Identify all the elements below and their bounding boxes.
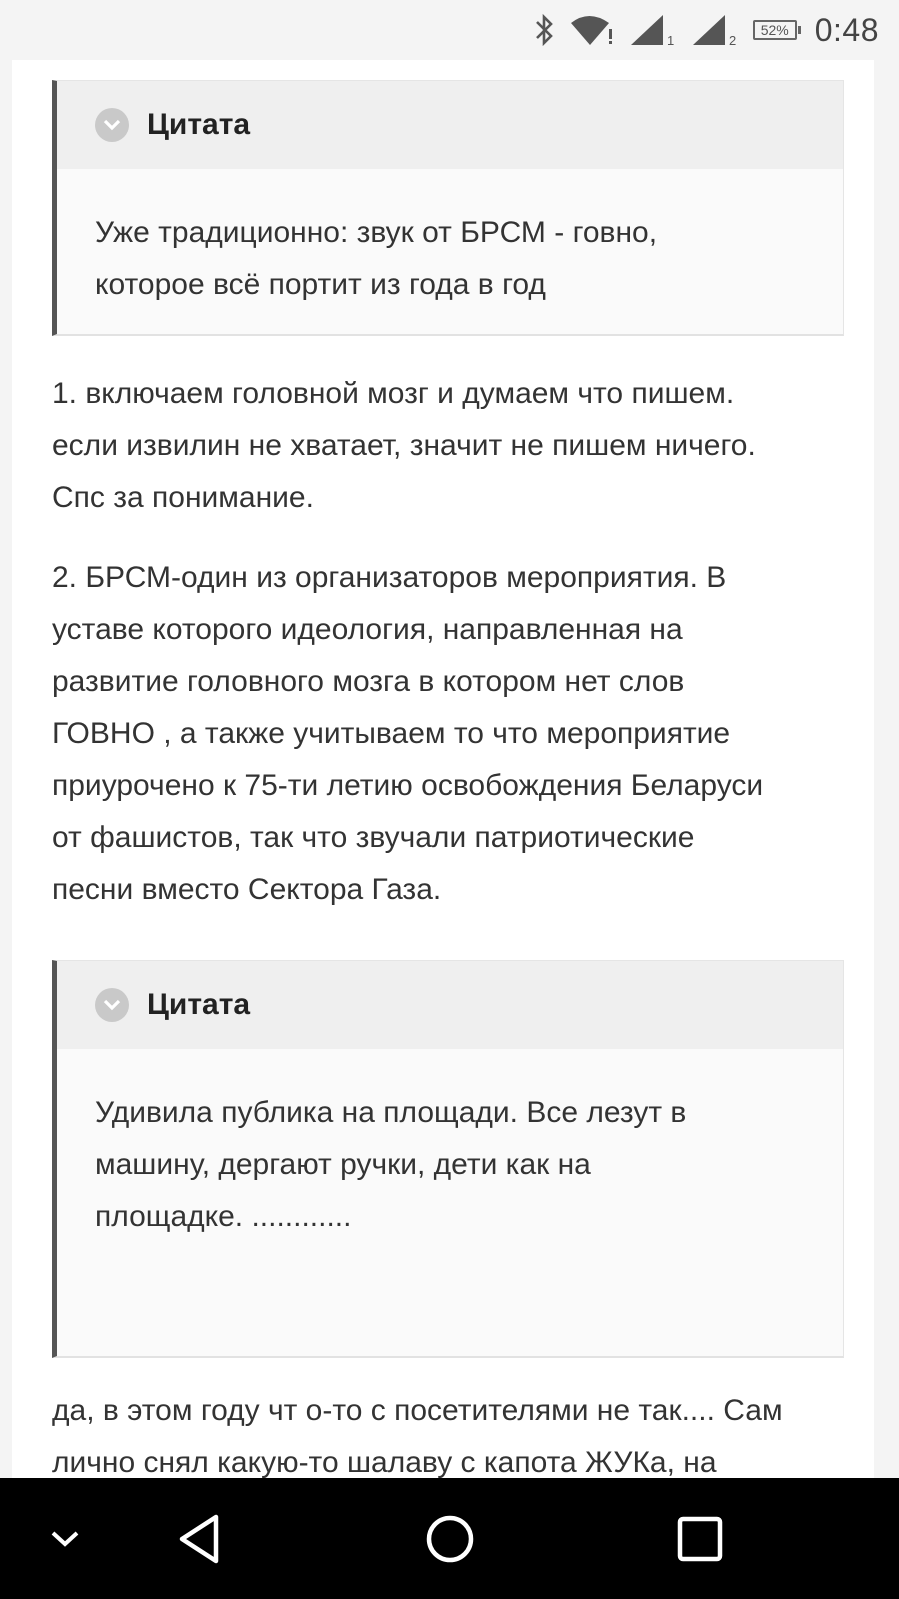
paragraph-line: 2. БРСМ-один из организаторов мероприятия. В [52, 561, 727, 594]
chevron-down-icon[interactable] [95, 988, 129, 1022]
status-bar [0, 0, 899, 60]
sim1-label: 1 [666, 33, 674, 47]
quote-block [52, 960, 844, 1358]
quote-line: площадке. ............ [95, 1200, 352, 1233]
quote-line: машину, дергают ручки, дети как на [95, 1148, 591, 1181]
quote-header[interactable] [57, 961, 843, 1049]
wifi-icon [569, 13, 615, 47]
chevron-down-icon[interactable] [40, 1478, 90, 1599]
quote-line: Удивила публика на площади. Все лезут в [95, 1096, 687, 1129]
quote-line: Уже традиционно: звук от БРСМ - говно, [95, 216, 658, 249]
quote-text [57, 1049, 843, 1243]
paragraph [52, 552, 852, 916]
signal-sim1-icon [629, 13, 677, 47]
battery-level: 52% [753, 20, 797, 40]
quote-header[interactable] [57, 81, 843, 169]
navigation-bar [0, 1478, 899, 1599]
post-body [12, 60, 874, 1478]
bluetooth-icon [533, 13, 555, 47]
quote-title: Цитата [147, 988, 251, 1021]
paragraph-line: если извилин не хватает, значит не пишем ничего. [52, 429, 756, 462]
paragraph-line: лично снял какую-то шалаву с капота ЖУКа, на [52, 1446, 717, 1478]
paragraph [52, 368, 852, 524]
paragraph-line: 1. включаем головной мозг и думаем что пишем. [52, 377, 735, 410]
paragraph-line: уставе которого идеология, направленная на [52, 613, 683, 646]
back-icon[interactable] [170, 1478, 230, 1599]
quote-title: Цитата [147, 108, 251, 141]
recents-icon[interactable] [670, 1478, 730, 1599]
paragraph-line: песни вместо Сектора Газа. [52, 873, 442, 906]
signal-sim2-icon [691, 13, 739, 47]
paragraph [52, 1385, 882, 1478]
quote-block [52, 80, 844, 336]
battery-icon [753, 20, 801, 40]
paragraph-line: Спс за понимание. [52, 481, 314, 514]
clock: 0:48 [814, 11, 879, 48]
chevron-down-icon[interactable] [95, 108, 129, 142]
paragraph-line: ГОВНО , а также учитываем то что мероприятие [52, 717, 731, 750]
page-content[interactable] [0, 60, 899, 1478]
paragraph-line: да, в этом году чт о-то с посетителями не так.... Сам [52, 1394, 783, 1427]
paragraph-line: от фашистов, так что звучали патриотические [52, 821, 695, 854]
paragraph-line: приурочено к 75-ти летию освобождения Беларуси [52, 769, 764, 802]
home-icon[interactable] [420, 1478, 480, 1599]
paragraph-line: развитие головного мозга в котором нет слов [52, 665, 685, 698]
sim2-label: 2 [728, 33, 736, 47]
quote-text [57, 169, 843, 311]
quote-line: которое всё портит из года в год [95, 268, 546, 301]
